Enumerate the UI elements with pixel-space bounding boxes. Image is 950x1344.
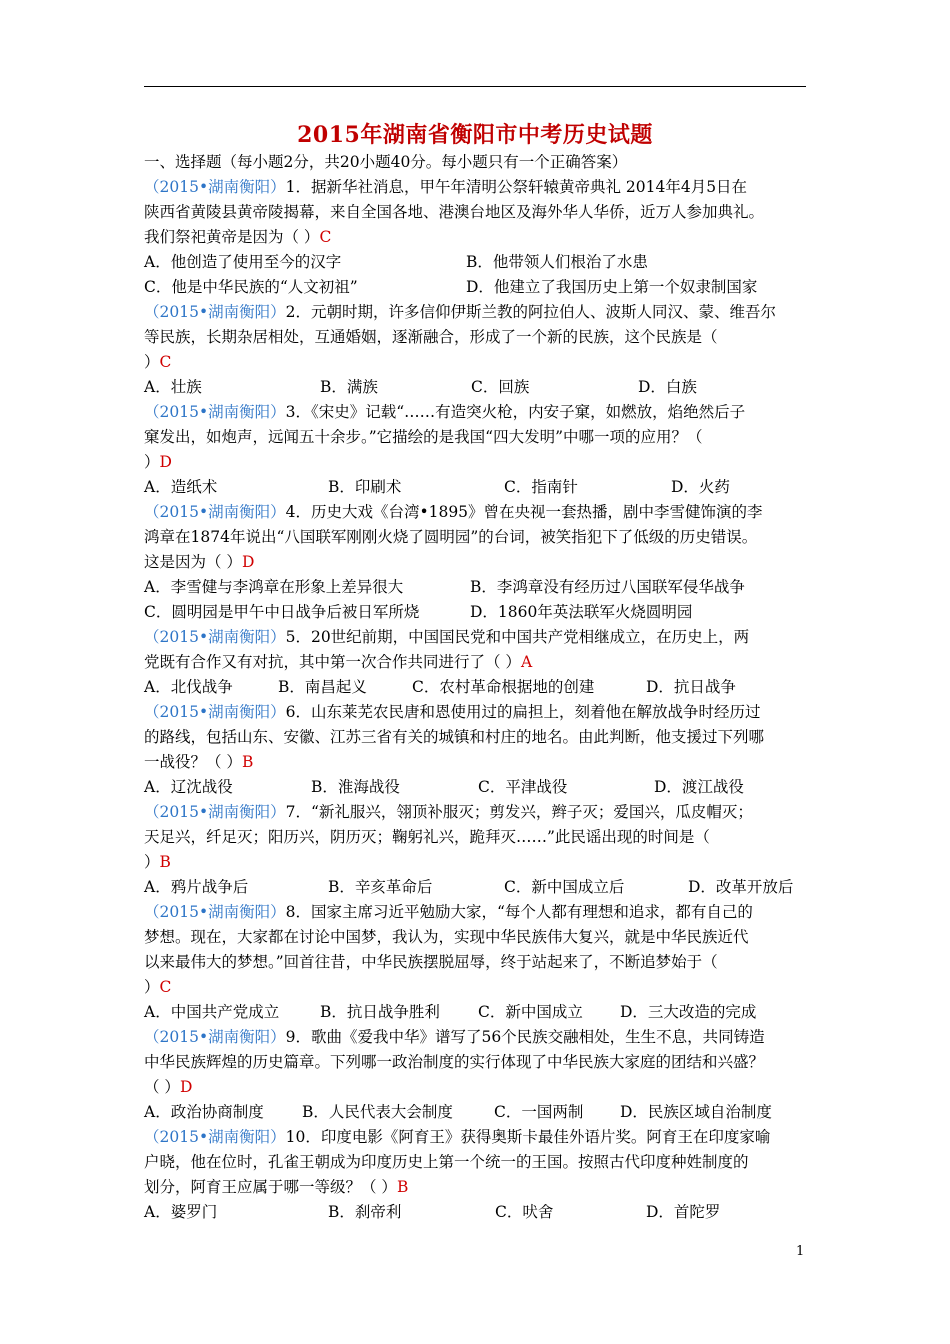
option-d: D．首陀罗 xyxy=(646,1203,721,1221)
answer-mark: D xyxy=(159,453,172,471)
option-c: C．农村革命根据地的创建 xyxy=(412,678,595,696)
question-4 xyxy=(144,500,812,625)
question-6 xyxy=(144,700,812,800)
option-c: C．指南针 xyxy=(504,478,578,496)
question-text: 窠发出，如炮声，远闻五十余步。”它描绘的是我国“四大发明”中哪一项的应用？（ xyxy=(144,428,703,446)
answer-mark: A xyxy=(520,653,533,671)
option-c: C．吠舍 xyxy=(495,1203,554,1221)
page-number: 1 xyxy=(796,1244,805,1259)
question-text: 梦想。现在，大家都在讨论中国梦，我认为，实现中华民族伟大复兴，就是中华民族近代 xyxy=(144,928,749,946)
question-text: 以来最伟大的梦想。”回首往昔，中华民族摆脱屈辱，终于站起来了，不断追梦始于（ xyxy=(144,953,718,971)
option-c: C．新中国成立 xyxy=(478,1003,583,1021)
page-title: 2015年湖南省衡阳市中考历史试题 xyxy=(297,122,653,148)
question-text: 8．国家主席习近平勉励大家，“每个人都有理想和追求，都有自己的 xyxy=(285,903,753,921)
answer-mark: D xyxy=(179,1078,193,1096)
question-8 xyxy=(144,900,812,1025)
answer-mark: C xyxy=(159,353,172,371)
question-text: 3．《宋史》记载“……有造突火枪，内安子窠，如燃放，焰绝然后子 xyxy=(285,403,746,421)
question-10 xyxy=(144,1125,812,1225)
option-b: B．淮海战役 xyxy=(311,778,400,796)
question-text: 中华民族辉煌的历史篇章。下列哪一政治制度的实行体现了中华民族大家庭的团结和兴盛？ xyxy=(144,1053,765,1071)
option-a: A．造纸术 xyxy=(144,478,218,496)
question-text: ） xyxy=(144,453,160,471)
option-a: A．鸦片战争后 xyxy=(144,878,249,896)
question-source: （2015•湖南衡阳） xyxy=(144,503,286,521)
answer-mark: B xyxy=(159,853,171,871)
document-body xyxy=(144,150,812,1225)
question-text: 一战役？（ ） xyxy=(144,753,242,771)
question-source: （2015•湖南衡阳） xyxy=(144,628,286,646)
answer-mark: B xyxy=(241,753,254,771)
option-b: B．李鸿章没有经历过八国联军侵华战争 xyxy=(470,578,745,596)
question-text: （ ） xyxy=(144,1078,180,1096)
option-a: A．北伐战争 xyxy=(144,678,233,696)
option-b: B．印刷术 xyxy=(328,478,402,496)
option-b: B．满族 xyxy=(320,378,378,396)
question-1 xyxy=(144,175,812,300)
question-text: 等民族，长期杂居相处，互通婚姻，逐渐融合，形成了一个新的民族，这个民族是（ xyxy=(144,328,718,346)
question-text: 划分，阿育王应属于哪一等级？（ ） xyxy=(144,1178,397,1196)
question-text: 2．元朝时期，许多信仰伊斯兰教的阿拉伯人、波斯人同汉、蒙、维吾尔 xyxy=(285,303,776,321)
question-text: 7．“新礼服兴，翎顶补服灭；剪发兴，辫子灭；爱国兴，瓜皮帽灭； xyxy=(285,803,753,821)
option-b: B．人民代表大会制度 xyxy=(302,1103,453,1121)
option-d: D．1860年英法联军火烧圆明园 xyxy=(470,603,693,621)
answer-mark: C xyxy=(159,978,172,996)
question-text: ） xyxy=(144,353,160,371)
question-text: ） xyxy=(144,853,160,871)
option-b: B．辛亥革命后 xyxy=(328,878,433,896)
question-text: 6．山东莱芜农民唐和恩使用过的扁担上，刻着他在解放战争时经历过 xyxy=(285,703,761,721)
option-a: A．李雪健与李鸿章在形象上差异很大 xyxy=(144,578,404,596)
header-rule xyxy=(144,86,806,87)
option-b: B．刹帝利 xyxy=(328,1203,402,1221)
question-text: 的路线，包括山东、安徽、江苏三省有关的城镇和村庄的地名。由此判断，他支援过下列哪 xyxy=(144,728,765,746)
section-heading: 一、选择题（每小题2分，共20小题40分。每小题只有一个正确答案） xyxy=(144,153,628,171)
option-d: D．抗日战争 xyxy=(646,678,736,696)
question-text: 我们祭祀黄帝是因为（ ） xyxy=(144,228,320,246)
question-text: 10．印度电影《阿育王》获得奥斯卡最佳外语片奖。阿育王在印度家喻 xyxy=(285,1128,771,1146)
question-text: 4．历史大戏《台湾•1895》曾在央视一套热播，剧中李雪健饰演的李 xyxy=(285,503,763,521)
question-5 xyxy=(144,625,812,700)
option-b: B．他带领人们根治了水患 xyxy=(466,253,648,271)
option-a: A．政治协商制度 xyxy=(144,1103,264,1121)
question-source: （2015•湖南衡阳） xyxy=(144,403,286,421)
question-source: （2015•湖南衡阳） xyxy=(144,178,286,196)
option-c: C．圆明园是甲午中日战争后被日军所烧 xyxy=(144,603,420,621)
option-d: D．他建立了我国历史上第一个奴隶制国家 xyxy=(466,278,758,296)
answer-mark: B xyxy=(396,1178,409,1196)
question-text: ） xyxy=(144,978,160,996)
option-d: D．改革开放后 xyxy=(688,878,794,896)
question-text: 5．20世纪前期，中国国民党和中国共产党相继成立，在历史上，两 xyxy=(285,628,750,646)
option-c: C．回族 xyxy=(471,378,530,396)
question-source: （2015•湖南衡阳） xyxy=(144,1128,286,1146)
option-c: C．新中国成立后 xyxy=(504,878,625,896)
question-text: 鸿章在1874年说出“八国联军刚刚火烧了圆明园”的台词，被笑指犯下了低级的历史错误。 xyxy=(144,528,758,546)
question-text: 党既有合作又有对抗，其中第一次合作共同进行了（ ） xyxy=(144,653,521,671)
option-d: D．火药 xyxy=(671,478,730,496)
option-c: C．一国两制 xyxy=(494,1103,584,1121)
option-c: C．平津战役 xyxy=(478,778,568,796)
question-text: 9．歌曲《爱我中华》谱写了56个民族交融相处，生生不息，共同铸造 xyxy=(285,1028,765,1046)
option-c: C．他是中华民族的“人文初祖” xyxy=(144,278,358,296)
option-a: A．壮族 xyxy=(144,378,202,396)
question-2 xyxy=(144,300,812,400)
question-7 xyxy=(144,800,812,900)
question-source: （2015•湖南衡阳） xyxy=(144,1028,286,1046)
answer-mark: C xyxy=(319,228,332,246)
question-text: 天足兴，纤足灭；阳历兴，阴历灭；鞠躬礼兴，跪拜灭……”此民谣出现的时间是（ xyxy=(144,828,710,846)
option-a: A．婆罗门 xyxy=(144,1203,218,1221)
question-source: （2015•湖南衡阳） xyxy=(144,803,286,821)
option-b: B．南昌起义 xyxy=(278,678,367,696)
option-d: D．白族 xyxy=(638,378,697,396)
option-d: D．渡江战役 xyxy=(654,778,744,796)
question-text: 1．据新华社消息，甲午年清明公祭轩辕黄帝典礼 2014年4月5日在 xyxy=(285,178,748,196)
question-3 xyxy=(144,400,812,500)
question-text: 这是因为（ ） xyxy=(144,553,242,571)
option-b: B．抗日战争胜利 xyxy=(320,1003,440,1021)
option-a: A．他创造了使用至今的汉字 xyxy=(144,253,342,271)
answer-mark: D xyxy=(241,553,255,571)
question-source: （2015•湖南衡阳） xyxy=(144,703,286,721)
option-d: D．三大改造的完成 xyxy=(620,1003,757,1021)
option-a: A．中国共产党成立 xyxy=(144,1003,280,1021)
question-9 xyxy=(144,1025,812,1125)
option-a: A．辽沈战役 xyxy=(144,778,233,796)
question-text: 陕西省黄陵县黄帝陵揭幕，来自全国各地、港澳台地区及海外华人华侨，近万人参加典礼。 xyxy=(144,203,765,221)
question-source: （2015•湖南衡阳） xyxy=(144,903,286,921)
question-source: （2015•湖南衡阳） xyxy=(144,303,286,321)
question-text: 户晓，他在位时，孔雀王朝成为印度历史上第一个统一的王国。按照古代印度种姓制度的 xyxy=(144,1153,749,1171)
option-d: D．民族区域自治制度 xyxy=(620,1103,772,1121)
